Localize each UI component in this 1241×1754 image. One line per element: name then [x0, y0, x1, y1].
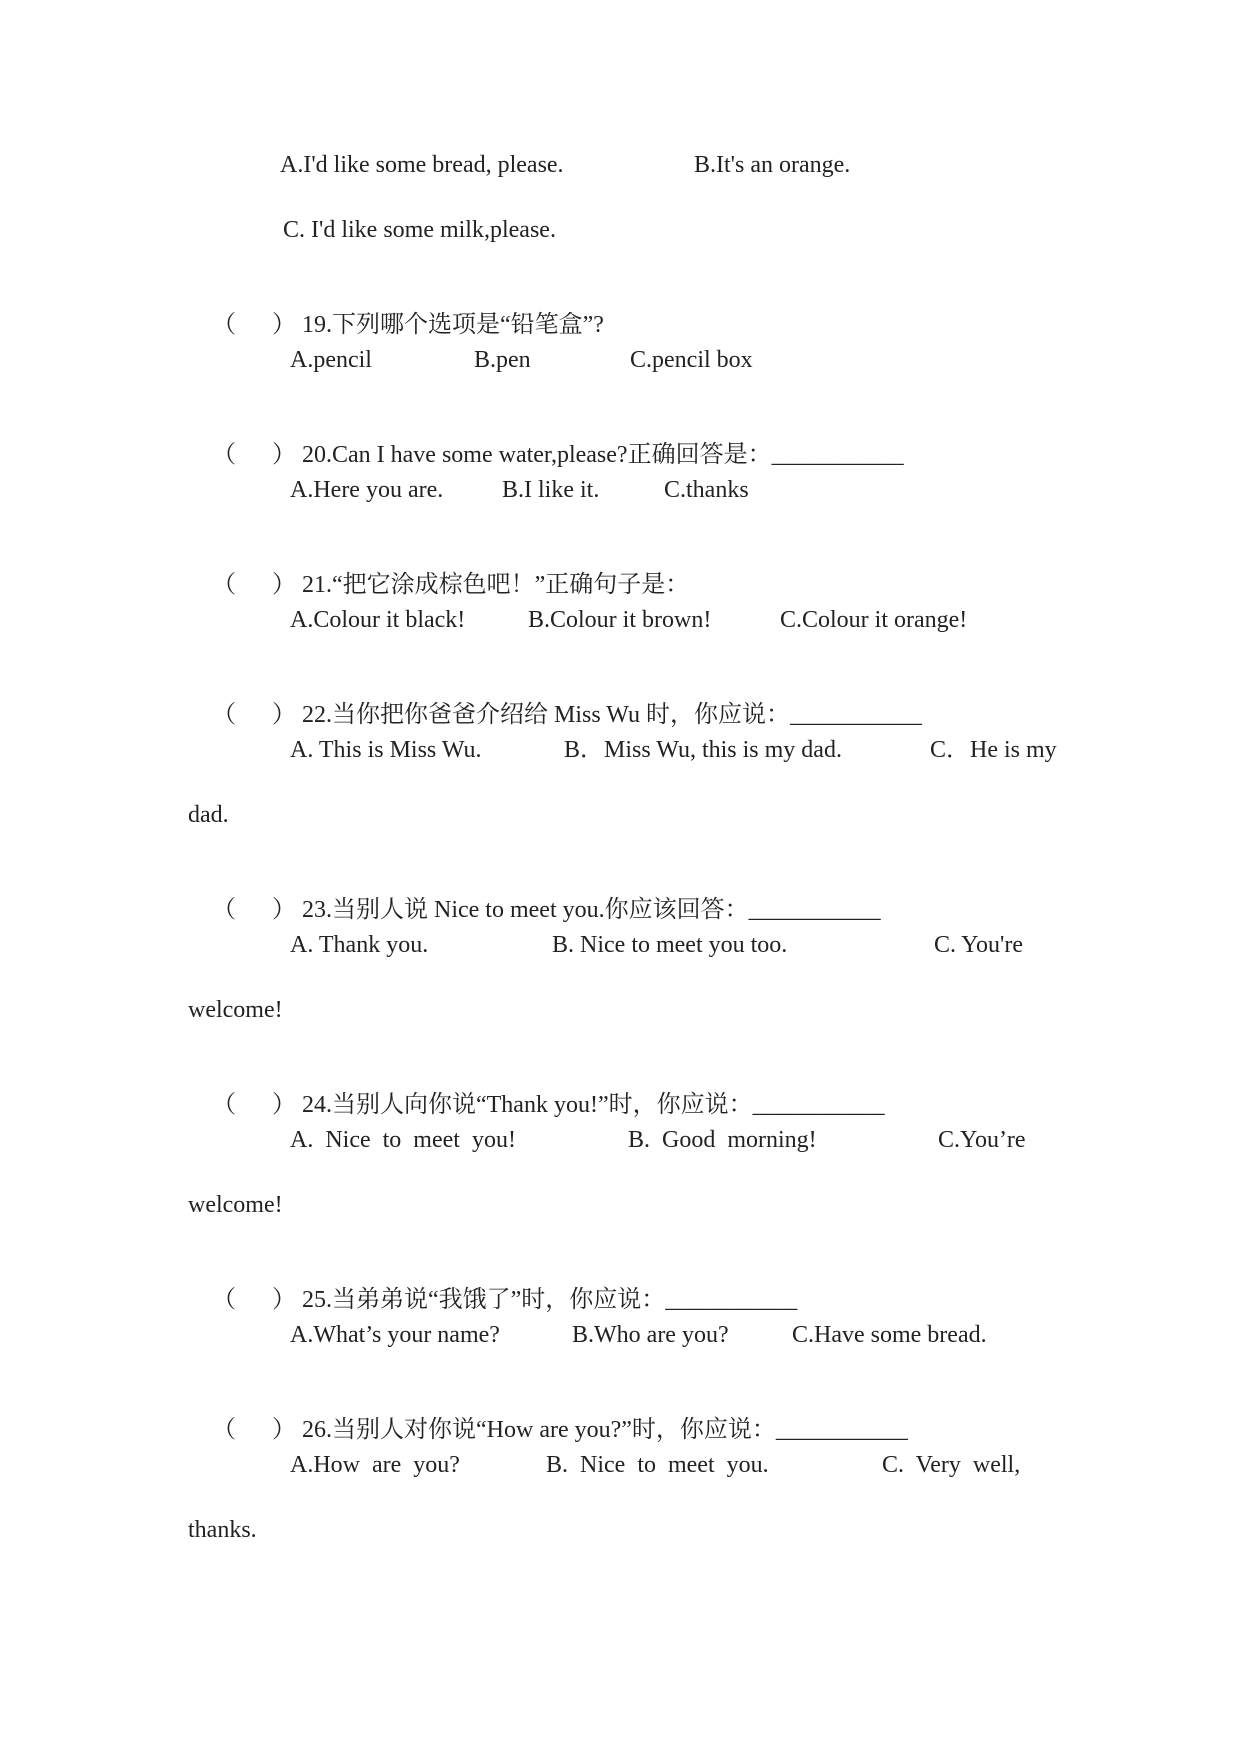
answer-bracket[interactable]: （ ）: [212, 897, 296, 923]
q26-option-c-continued: thanks.: [188, 1517, 257, 1543]
answer-bracket[interactable]: （ ）: [212, 312, 296, 338]
q26-option-b: B. Nice to meet you.: [546, 1452, 769, 1478]
q20-text: 20.Can I have some water,please?正确回答是：___________: [302, 442, 904, 468]
q25-option-a: A.What’s your name?: [290, 1322, 500, 1348]
q23-option-b: B. Nice to meet you too.: [552, 932, 788, 958]
answer-bracket[interactable]: （ ）: [212, 1092, 296, 1118]
q23-option-c: C. You're: [934, 932, 1024, 958]
q20-option-b: B.I like it.: [502, 477, 600, 503]
q25-text: 25.当弟弟说“我饿了”时，你应说：___________: [302, 1287, 798, 1313]
q24-option-c-continued: welcome!: [188, 1192, 283, 1218]
q21-option-b: B.Colour it brown!: [528, 607, 712, 633]
q21-option-c: C.Colour it orange!: [780, 607, 968, 633]
q20-question: [200, 410, 904, 470]
answer-bracket[interactable]: （ ）: [212, 702, 296, 728]
q19-text: 19.下列哪个选项是“铅笔盒”?: [302, 312, 604, 338]
q22-option-c: C．He is my: [930, 737, 1057, 763]
q25-option-b: B.Who are you?: [572, 1322, 729, 1348]
q25-question: [200, 1255, 797, 1315]
q25-option-c: C.Have some bread.: [792, 1322, 987, 1348]
q20-option-c: C.thanks: [664, 477, 749, 503]
q18-option-b: B.It's an orange.: [694, 152, 851, 178]
q18-option-c: C. I'd like some milk,please.: [283, 217, 556, 243]
q23-option-a: A. Thank you.: [290, 932, 429, 958]
q20-option-a: A.Here you are.: [290, 477, 444, 503]
q22-text: 22.当你把你爸爸介绍给 Miss Wu 时，你应说：___________: [302, 702, 922, 728]
q22-option-b: B．Miss Wu, this is my dad.: [564, 737, 842, 763]
q26-option-a: A.How are you?: [290, 1452, 460, 1478]
q19-option-c: C.pencil box: [630, 347, 753, 373]
q19-option-a: A.pencil: [290, 347, 372, 373]
q21-text: 21.“把它涂成棕色吧！”正确句子是：: [302, 572, 690, 598]
q19-question: [200, 280, 604, 340]
q22-option-a: A. This is Miss Wu.: [290, 737, 482, 763]
q24-text: 24.当别人向你说“Thank you!”时，你应说：___________: [302, 1092, 885, 1118]
answer-bracket[interactable]: （ ）: [212, 1287, 296, 1313]
q24-question: [200, 1060, 885, 1120]
q26-question: [200, 1385, 908, 1445]
q23-question: [200, 865, 881, 925]
q24-option-b: B. Good morning!: [628, 1127, 817, 1153]
q22-question: [200, 670, 922, 730]
answer-bracket[interactable]: （ ）: [212, 442, 296, 468]
q23-option-c-continued: welcome!: [188, 997, 283, 1023]
q19-option-b: B.pen: [474, 347, 531, 373]
q23-text: 23.当别人说 Nice to meet you.你应该回答：___________: [302, 897, 881, 923]
q22-option-c-continued: dad.: [188, 802, 229, 828]
q21-option-a: A.Colour it black!: [290, 607, 466, 633]
answer-bracket[interactable]: （ ）: [212, 572, 296, 598]
q26-text: 26.当别人对你说“How are you?”时，你应说：___________: [302, 1417, 908, 1443]
answer-bracket[interactable]: （ ）: [212, 1417, 296, 1443]
q18-option-a: A.I'd like some bread, please.: [280, 152, 564, 178]
q24-option-a: A. Nice to meet you!: [290, 1127, 516, 1153]
q21-question: [200, 540, 689, 600]
q26-option-c: C. Very well,: [882, 1452, 1021, 1478]
q24-option-c: C.You’re: [938, 1127, 1026, 1153]
